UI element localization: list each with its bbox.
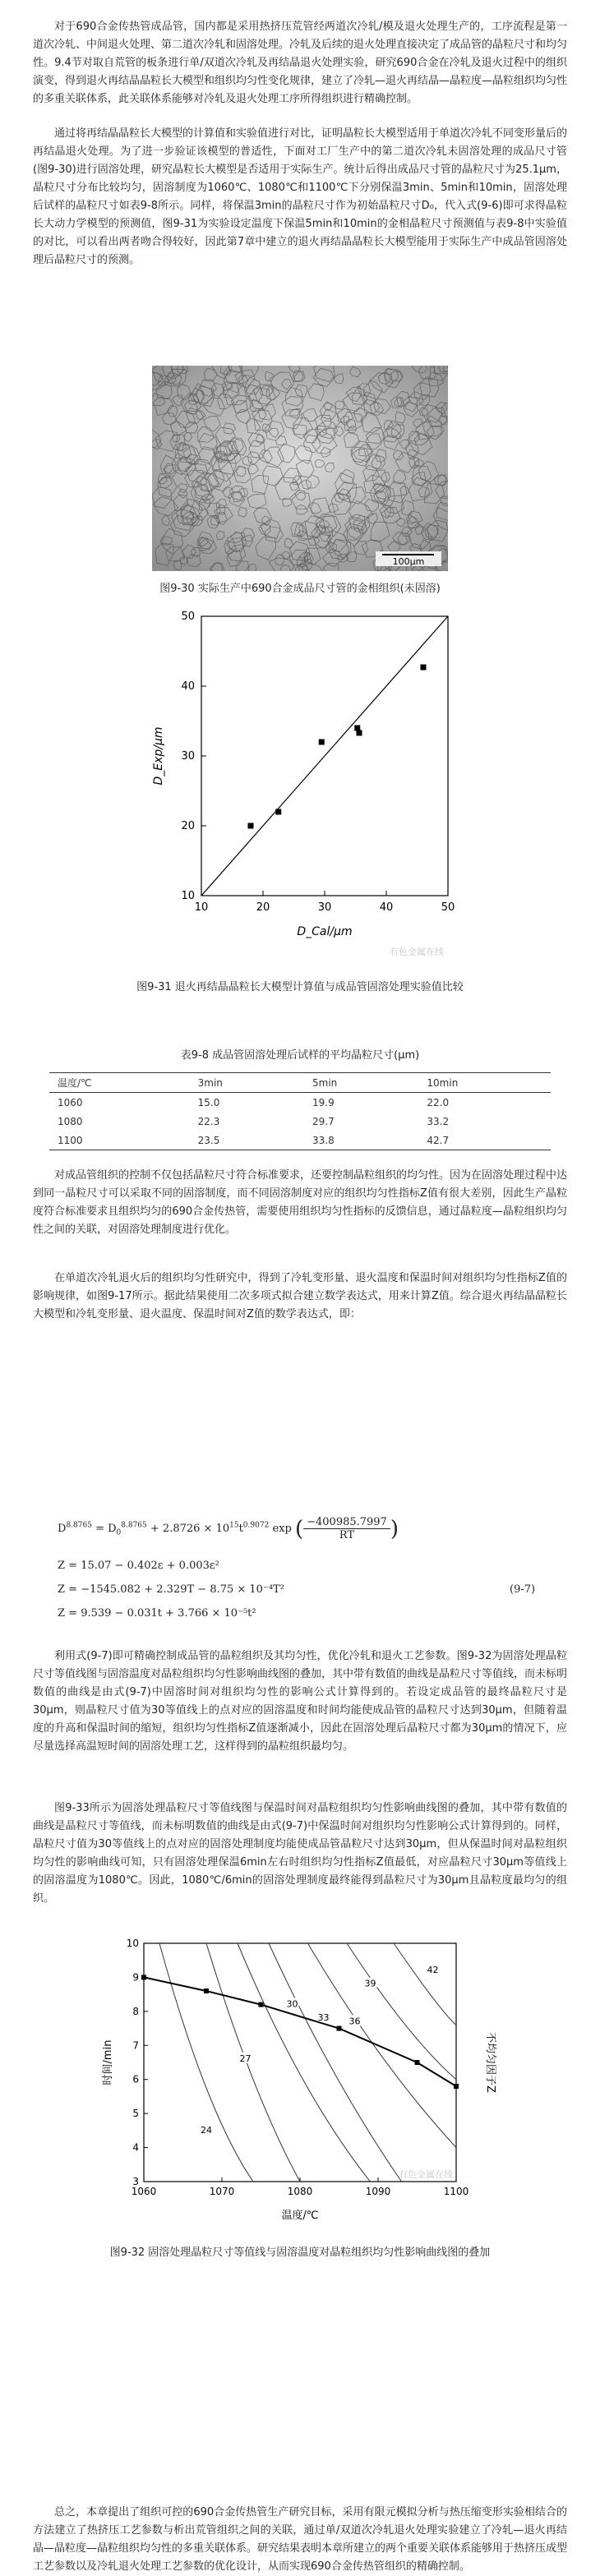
equation-line-1 [58, 1516, 399, 1541]
paragraph-2: 通过将再结晶晶粒长大模型的计算值和实验值进行对比，证明晶粒长大模型适用于单道次冷轧不同变形量后的再结晶退火处理。为了进一步验证该模型的普适性，下面对工厂生产中的第二道次冷轧未固溶处理的成品尺寸管(图9-30)进行固溶处理，研究晶粒长大模型是否适用于实际生产。统计后得出成品尺寸管的晶粒尺寸为25.1μm，晶粒尺寸分布比较均匀，固溶制度为1060℃、1080℃和1100℃下分别保温3min、5min和10min，固溶处理后试样的晶粒尺寸如表9-8所示。同样，将保温3min的晶粒尺寸作为初始晶粒尺寸D₀，代入式(9-6)即可求得晶粒长大动力学模型的预测值，图9-31为实验设定温度下保温5min和10min的金相晶粒尺寸预测值与表9-8中实验值的对比，可以看出两者吻合得较好，因此第7章中建立的退火再结晶晶粒长大模型能用于实际生产中成品管固溶处理后晶粒尺寸的预测。 [33, 127, 568, 266]
x-axis-label: D_Cal/μm [297, 925, 353, 938]
table-cell: 1100 [49, 1131, 190, 1150]
scatter-ticks [181, 611, 455, 914]
table-cell: 1060 [58, 1096, 83, 1108]
x-tick-label: 20 [256, 901, 270, 914]
y-tick-label: 10 [126, 1938, 139, 1949]
figure-30-caption: 图9-30 实际生产中690合金成品尺寸管的金相组织(未固溶) [159, 583, 441, 595]
z-curve-point [415, 2060, 420, 2065]
table-cell: 33.2 [427, 1115, 450, 1127]
z-curve-point [259, 2002, 264, 2007]
table-cell: 33.8 [304, 1131, 418, 1150]
table-row [49, 1093, 551, 1113]
paragraph-5: 利用式(9-7)即可精确控制成品管的晶粒组织及其均匀性，优化冷轧和退火工艺参数。图9-32为固溶处理晶粒尺寸等值线图与固溶温度对晶粒组织均匀性影响曲线图的叠加，其中带有数值的曲线是晶粒尺寸等值线，而未标明数值的曲线是由式(9-7)中固溶时间对组织均匀性的影响公式计算得到的。若设定成品管的最终晶粒尺寸是30μm，则晶粒尺寸值为30等值线上的点对应的固溶温度和时间均能使成品管的晶粒尺寸达到30μm，但随着温度的升高和保温时间的缩短，组织均匀性指标Z值逐渐减小，因此在固溶处理后晶粒尺寸都为30μm的情况下，应尽量选择高温短时间的固溶处理工艺，这样得到的晶粒组织最均匀。 [33, 1650, 568, 1753]
x-tick-label: 1090 [365, 2186, 391, 2197]
x-tick-label: 10 [194, 901, 209, 914]
eq1-sub: 0 [116, 1528, 122, 1537]
contour-line [347, 1943, 456, 2080]
equation-line-2: Z = 15.07 − 0.402ε + 0.003ε² [58, 1560, 219, 1572]
table-header-cell: 5min [304, 1073, 418, 1093]
contour-label: 33 [317, 2012, 330, 2024]
scatter-points [248, 665, 427, 829]
z-curve-point [204, 1988, 209, 1993]
y-tick-label: 9 [132, 1971, 139, 1984]
table-header-row [49, 1073, 551, 1093]
contour-line [238, 1943, 371, 2182]
y-tick-label: 50 [181, 611, 195, 623]
eq1-constant-exp: 15 [229, 1521, 239, 1530]
y-axis-label: 时间/min [102, 2039, 114, 2085]
scale-bar-label: 100μm [392, 556, 425, 567]
scatter-chart [119, 600, 497, 961]
contour-label: 27 [239, 2053, 252, 2064]
z-curve-point [337, 2026, 342, 2031]
scatter-point [357, 730, 362, 735]
micrograph-figure [152, 366, 448, 571]
eq1-time-exp: 0.9072 [242, 1521, 270, 1530]
eq1-exp-word: exp [272, 1523, 292, 1535]
y-tick-label: 8 [132, 2005, 139, 2017]
x-tick-label: 1070 [209, 2186, 235, 2197]
x-tick-label: 30 [317, 901, 332, 914]
paragraph-4: 在单道次冷轧退火后的组织均匀性研究中，得到了冷轧变形量、退火温度和保温时间对组织均匀性指标Z值的影响规律，如图9-17所示。据此结果使用二次多项式拟合建立数学表达式，用来计算Z值。综合退火再结晶晶粒长大模型和冷轧变形量、退火温度、保温时间对Z值的数学表达式，即： [33, 1272, 567, 1320]
eq1-paren-close: ) [390, 1516, 399, 1541]
table-row [49, 1131, 551, 1150]
table-cell: 19.9 [312, 1096, 335, 1108]
plot-frame [144, 1943, 456, 2182]
z-curve-point [141, 1975, 146, 1979]
z-curve-line [144, 1977, 456, 2086]
y-tick-label: 3 [132, 2176, 139, 2187]
contour-label: 39 [364, 1978, 376, 1989]
x-tick-label: 50 [441, 901, 455, 914]
paragraph-6: 图9-33所示为固溶处理晶粒尺寸等值线图与保温时间对晶粒组织均匀性影响曲线图的叠加，其中带有数值的曲线是晶粒尺寸等值线，而未标明数值的曲线是由式(9-7)中保温时间对组织均匀性影响公式计算得到的。同样，晶粒尺寸值为30等值线上的点对应的固溶处理制度均能使成品管晶粒尺寸达到30μm，但从保温时间对晶粒组织均匀性的影响曲线可知，只有固溶处理保温6min左右时组织均匀性指标Z值最低，对应晶粒尺寸30μm等值线上的固溶温度为1080℃。因此，1080℃/6min的固溶处理制度最终能得到晶粒尺寸为30μm且晶粒度最均匀的组织。 [33, 1802, 567, 1905]
figure-32-caption: 图9-32 固溶处理晶粒尺寸等值线与固溶温度对晶粒组织均匀性影响曲线图的叠加 [109, 2247, 491, 2259]
watermark: 有色金属在线 [390, 947, 444, 957]
eq1-symbol: D [58, 1523, 67, 1535]
table-cell: 23.5 [190, 1131, 304, 1150]
eq1-constant: + 2.8726 × 10 [146, 1523, 230, 1535]
table-cell: 42.7 [418, 1131, 551, 1150]
table-cell: 15.0 [197, 1096, 220, 1108]
z-curve-point [454, 2084, 459, 2089]
y-tick-label: 10 [181, 890, 195, 902]
x-tick-label: 1060 [131, 2186, 157, 2197]
table-header-cell: 3min [190, 1073, 304, 1093]
y-tick-label: 6 [132, 2073, 139, 2085]
grain-size-table [49, 1072, 551, 1150]
x-tick-label: 40 [379, 901, 394, 914]
contour-label: 24 [201, 2124, 212, 2136]
contour-label: 30 [286, 1998, 298, 2010]
scatter-point [421, 665, 427, 670]
x-axis-label: 温度/℃ [281, 2210, 319, 2222]
paragraph-3: 对成品管组织的控制不仅包括晶粒尺寸符合标准要求，还要控制晶粒组织的均匀性。因为在固溶处理过程中达到同一晶粒尺寸可以采取不同的固溶制度，而不同固溶制度对应的组织均匀性指标Z值有很大差别，因此生产晶粒度符合标准要求且组织均匀的690合金传热管，需要使用组织均匀性指标的反馈信息，通过晶粒度—晶粒组织均匀性之间的关联，对固溶处理制度进行优化。 [33, 1169, 568, 1236]
contour-chart-temperature [95, 1931, 505, 2235]
eq1-exponent: 8.8765 [66, 1521, 92, 1530]
eq1-initial-term: = D [91, 1523, 117, 1535]
table-header-cell: 10min [418, 1073, 551, 1093]
contour-label: 36 [348, 2016, 361, 2027]
contour-line [269, 1943, 402, 2182]
table-cell: 29.7 [312, 1115, 335, 1127]
table-cell: 22.3 [197, 1115, 220, 1127]
x-tick-label: 1080 [287, 2186, 313, 2197]
y-tick-label: 4 [132, 2141, 139, 2154]
x-tick-label: 1100 [443, 2186, 469, 2197]
right-axis-label: 不均匀因子Z [484, 2032, 496, 2093]
contour-line [394, 1943, 456, 2025]
eq1-denominator: RT [339, 1529, 355, 1541]
y-tick-label: 5 [132, 2108, 139, 2120]
table-cell: 1080 [58, 1115, 83, 1127]
eq1-numerator: 400985.7997 [316, 1516, 387, 1528]
eq1-time: t [238, 1523, 243, 1535]
grain-size-contours [159, 1943, 456, 2182]
contour-label: 42 [427, 1965, 439, 1976]
scatter-point [319, 740, 325, 745]
reference-line [201, 616, 448, 896]
scatter-point [248, 823, 254, 829]
table-cell: 22.0 [427, 1096, 450, 1108]
y-tick-label: 30 [181, 750, 195, 763]
y-axis-label: D_Exp/μm [152, 726, 165, 786]
table-header-cell: 温度/℃ [49, 1073, 190, 1093]
y-tick-label: 7 [132, 2039, 139, 2052]
y-tick-label: 20 [181, 820, 195, 832]
eq1-sup: 8.8765 [121, 1521, 147, 1530]
equation-line-3: Z = −1545.082 + 2.329T − 8.75 × 10⁻⁴T² [58, 1583, 284, 1596]
equation-number: (9-7) [510, 1583, 536, 1596]
paragraph-7: 总之，本章提出了组织可控的690合金传热管生产研究目标，采用有限元模拟分析与热压缩变形实验相结合的方法建立了热挤压工艺参数与析出荒管组织之间的关联，通过单/双道次冷轧退火处理实验建立了冷轧—退火再结晶—晶粒度—晶粒组织均匀性的多重关联体系。研究结果表明本章所建立的两个重要关联体系能够用于热挤压成型工艺参数以及冷轧退火处理工艺参数的优化设计，从而实现690合金传热管组织的精确控制。 [33, 2506, 568, 2573]
table-caption: 表9-8 成品管固溶处理后试样的平均晶粒尺寸(μm) [180, 1049, 420, 1062]
paragraph-1: 对于690合金传热管成品管，国内都是采用热挤压荒管经两道次冷轧/模及退火处理生产的，工序流程是第一道次冷轧、中间退火处理、第二道次冷轧和固溶处理。冷轧及后续的退火处理直接决定了成品管的晶粒尺寸和均匀性。9.4节对取自荒管的板条进行单/双道次冷轧及再结晶退火处理实验，研究690合金在冷轧及退火过程中的组织演变，得到退火再结晶晶粒长大模型和组织均匀性变化规律，建立了冷轧—退火再结晶—晶粒度—晶粒组织均匀性的多重关联体系，此关联体系能够对冷轧及退火处理工序所得组织进行精确控制。 [33, 21, 568, 105]
watermark: 有色金属在线 [399, 2169, 453, 2180]
eq1-paren-open: ( [294, 1516, 304, 1541]
equation-line-4: Z = 9.539 − 0.031t + 3.766 × 10⁻⁵t² [58, 1607, 256, 1620]
y-tick-label: 40 [181, 680, 195, 693]
scatter-point [275, 809, 281, 815]
table-row [49, 1112, 551, 1131]
figure-31-caption: 图9-31 退火再结晶晶粒长大模型计算值与成品管固溶处理实验值比较 [136, 981, 464, 993]
eq1-fraction: $\frac{-400985.7997}{RT}$ [303, 1516, 390, 1541]
